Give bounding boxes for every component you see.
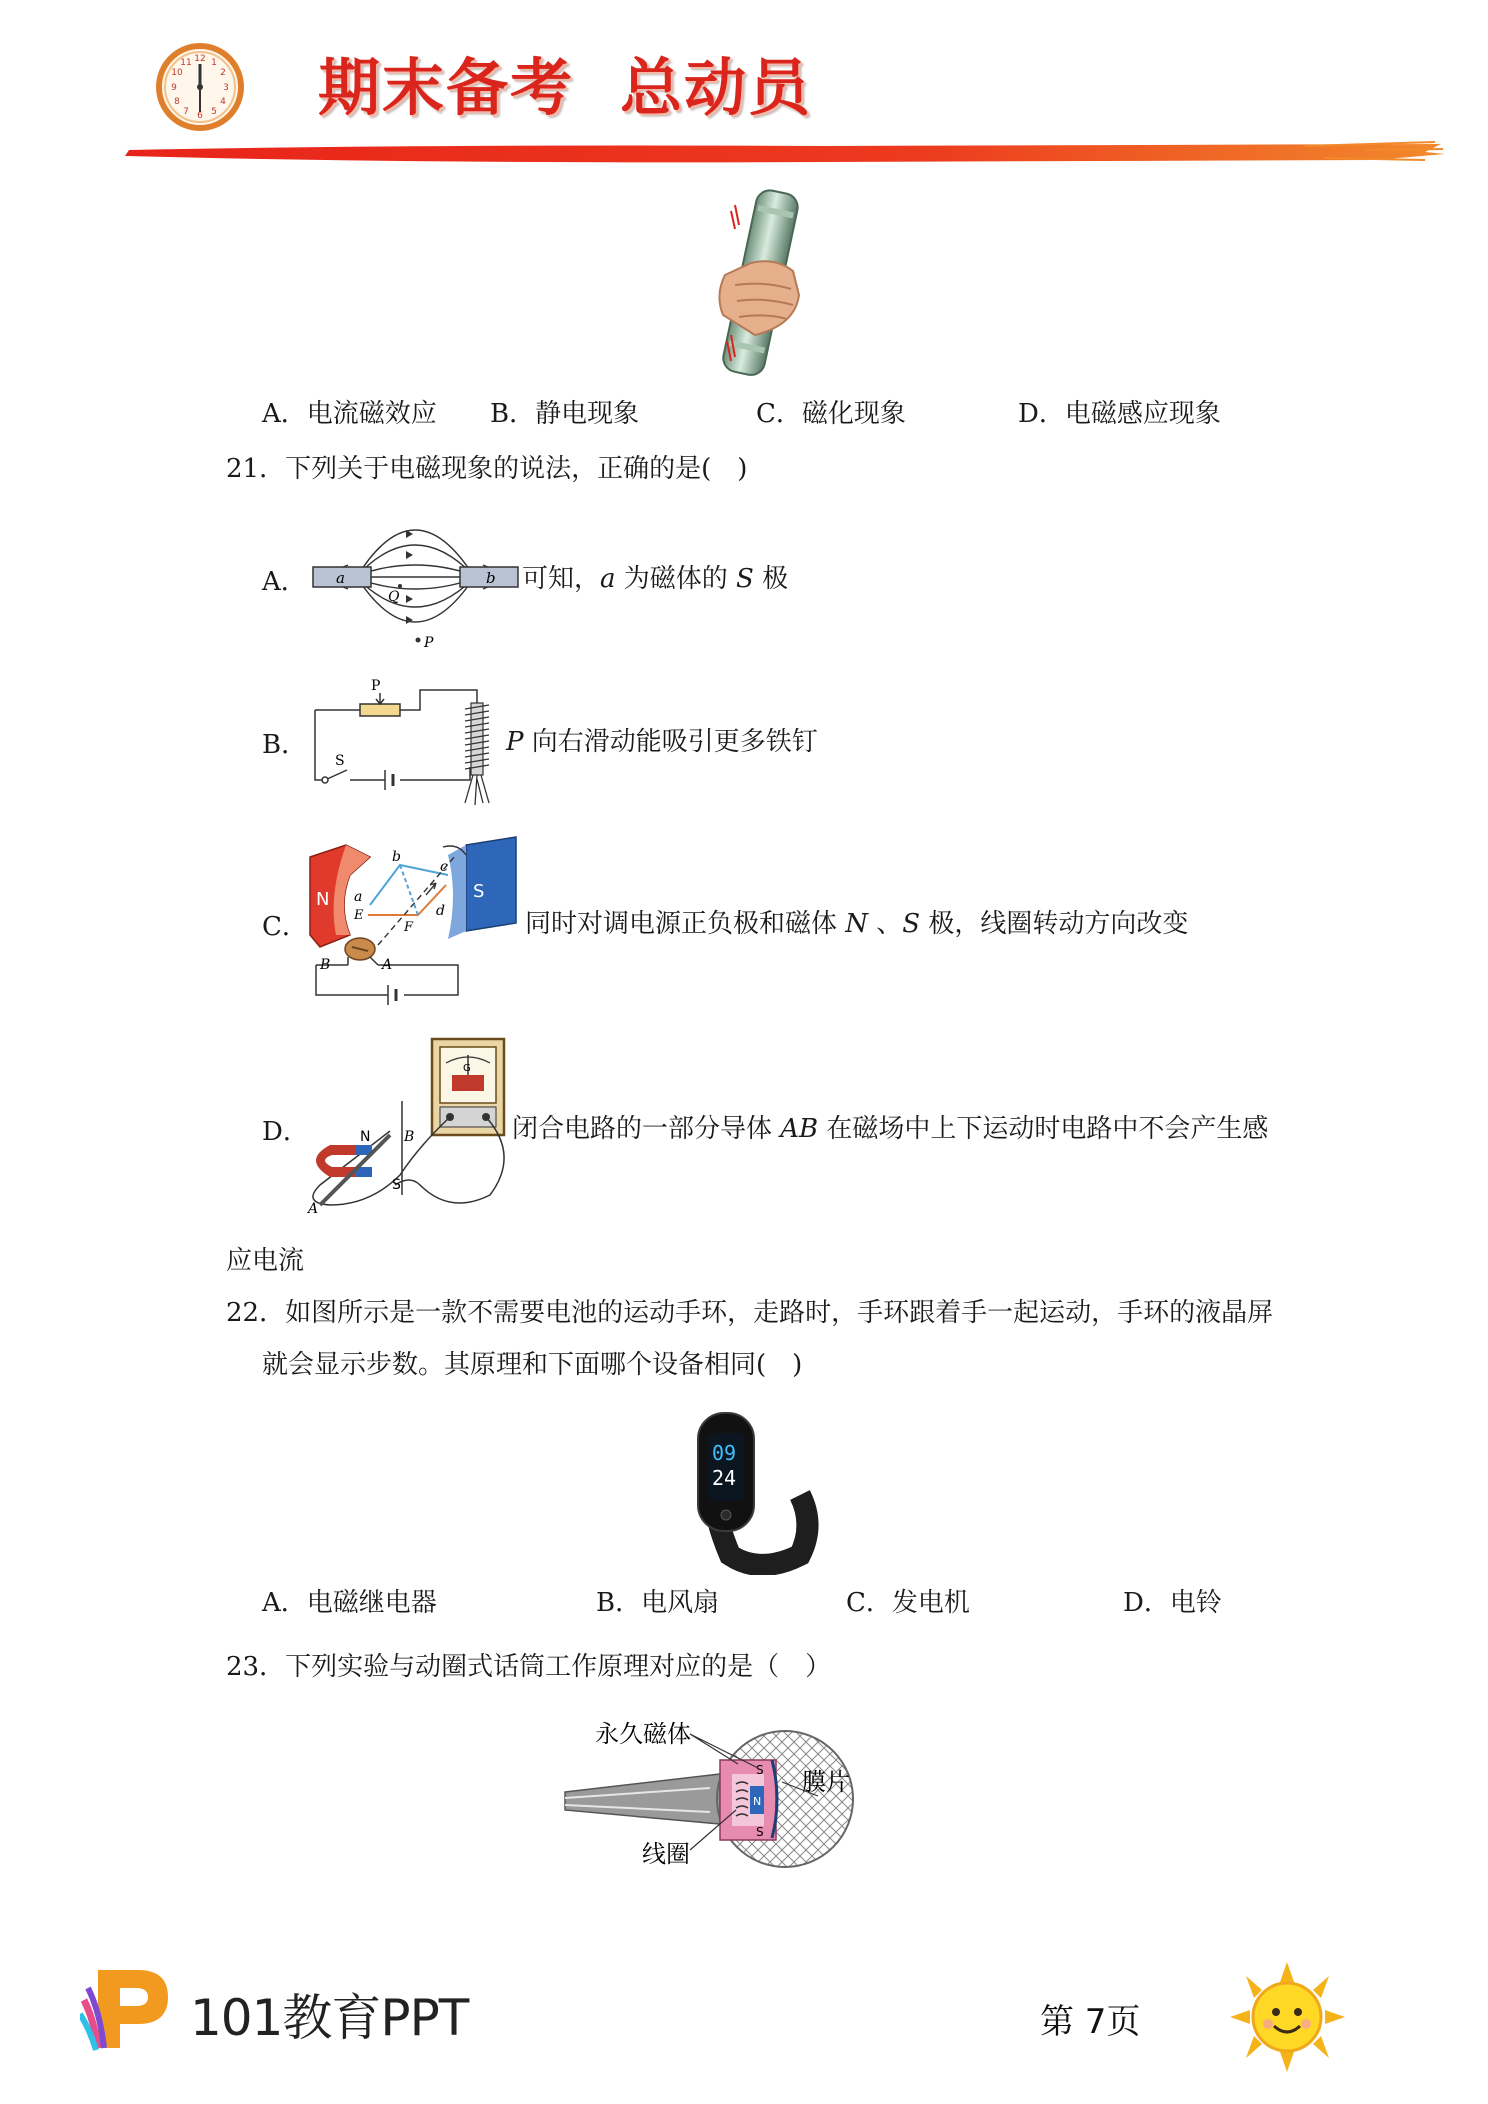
sun-icon: [1230, 1962, 1345, 2072]
q21-option-d-text-cont: 应电流: [226, 1246, 305, 1276]
svg-text:1: 1: [211, 58, 217, 68]
fig-label-n: N: [316, 889, 330, 910]
q22-stem-line2: 就会显示步数。其原理和下面哪个设备相同( ): [262, 1350, 803, 1380]
fig-label-b: b: [392, 849, 401, 865]
fig-label-p: P: [424, 635, 434, 651]
fig-label-s-bottom: S: [756, 1825, 764, 1839]
fig-label-aa: A: [382, 957, 393, 973]
fig-label-a: a: [354, 889, 363, 905]
svg-text:12: 12: [194, 54, 206, 64]
clock-icon: [155, 42, 245, 132]
electromagnet-circuit-figure: [305, 675, 505, 815]
fig-label-p: P: [371, 678, 381, 694]
q22-option-d[interactable]: D．电铃: [1123, 1588, 1222, 1618]
fitness-band-figure: [690, 1405, 820, 1575]
svg-text:7: 7: [183, 107, 189, 117]
fig-label-a: a: [336, 569, 345, 587]
svg-text:9: 9: [171, 83, 177, 93]
svg-text:5: 5: [211, 107, 217, 117]
induction-galvanometer-figure: [300, 1035, 515, 1215]
q22-option-b[interactable]: B．电风扇: [596, 1588, 720, 1618]
band-screen-line2: 24: [712, 1466, 737, 1490]
q23-stem: 23．下列实验与动圈式话筒工作原理对应的是（ ）: [226, 1652, 832, 1682]
fig-label-c: c: [440, 859, 448, 875]
fig-label-s: S: [392, 1177, 401, 1193]
101-logo-icon: [80, 1960, 175, 2055]
header-title-part1: 期末备考: [318, 51, 575, 124]
fig-label-b: B: [404, 1129, 415, 1145]
fig-label-s: S: [335, 753, 345, 769]
svg-text:8: 8: [174, 97, 180, 107]
q22-option-c[interactable]: C．发电机: [846, 1588, 970, 1618]
fig-label-n: N: [360, 1129, 371, 1145]
svg-text:10: 10: [171, 68, 183, 78]
shake-flashlight-figure: [695, 185, 825, 380]
svg-text:11: 11: [180, 58, 192, 68]
header-title-part2: 总动员: [620, 51, 813, 124]
fig-label-q: Q: [388, 589, 400, 605]
page-number: 第 7页: [1040, 2002, 1141, 2042]
fig-label-s-top: S: [756, 1763, 764, 1777]
svg-text:2: 2: [220, 68, 226, 78]
fig-label-f: F: [404, 920, 414, 935]
q21-option-a-letter[interactable]: A．: [262, 567, 307, 597]
q22-option-a[interactable]: A．电磁继电器: [262, 1588, 437, 1618]
fig-label-membrane: 膜片: [802, 1768, 850, 1796]
fig-label-d: d: [436, 903, 445, 919]
q21-option-c-letter[interactable]: C．: [262, 912, 308, 942]
fig-label-g: G: [463, 1063, 471, 1074]
q21-option-a-text: 可知，𝑎 为磁体的 𝑆 极: [522, 564, 789, 594]
q21-stem: 21．下列关于电磁现象的说法，正确的是( ): [226, 454, 748, 484]
svg-text:6: 6: [197, 111, 203, 121]
q20-option-b[interactable]: B．静电现象: [490, 399, 640, 429]
q20-option-d[interactable]: D．电磁感应现象: [1018, 399, 1221, 429]
q22-stem-line1: 22．如图所示是一款不需要电池的运动手环，走路时，手环跟着手一起运动，手环的液晶屏: [226, 1298, 1274, 1328]
q20-option-a[interactable]: A．电流磁效应: [262, 399, 437, 429]
fig-label-coil: 线圈: [642, 1840, 690, 1868]
fig-label-a: A: [308, 1201, 319, 1215]
fig-label-bb: B: [320, 957, 331, 973]
q21-option-d-text: 闭合电路的一部分导体 𝐴𝐵 在磁场中上下运动时电路中不会产生感: [512, 1114, 1269, 1144]
bar-magnet-field-figure: [308, 505, 523, 655]
q20-option-c[interactable]: C．磁化现象: [756, 399, 906, 429]
motor-principle-figure: [308, 835, 523, 1005]
fig-label-b: b: [486, 569, 496, 587]
header: [0, 0, 1488, 170]
q21-option-c-text: 同时对调电源正负极和磁体 𝑁 、𝑆 极，线圈转动方向改变: [525, 909, 1189, 939]
fig-label-n: N: [753, 1795, 762, 1808]
fig-label-magnet: 永久磁体: [595, 1720, 691, 1748]
fig-label-e: E: [354, 908, 364, 923]
q21-option-d-letter[interactable]: D．: [262, 1117, 309, 1147]
band-screen-line1: 09: [712, 1441, 737, 1465]
q21-option-b-letter[interactable]: B．: [262, 730, 308, 760]
svg-text:4: 4: [220, 97, 226, 107]
header-title: [318, 38, 812, 127]
footer-logo-text: 101教育PPT: [190, 1989, 469, 2047]
svg-text:3: 3: [223, 83, 229, 93]
q21-option-b-text: 𝑃 向右滑动能吸引更多铁钉: [506, 727, 818, 757]
fig-label-s: S: [473, 881, 485, 902]
dynamic-microphone-figure: [560, 1712, 890, 1872]
header-brush-bar: [125, 140, 1445, 166]
